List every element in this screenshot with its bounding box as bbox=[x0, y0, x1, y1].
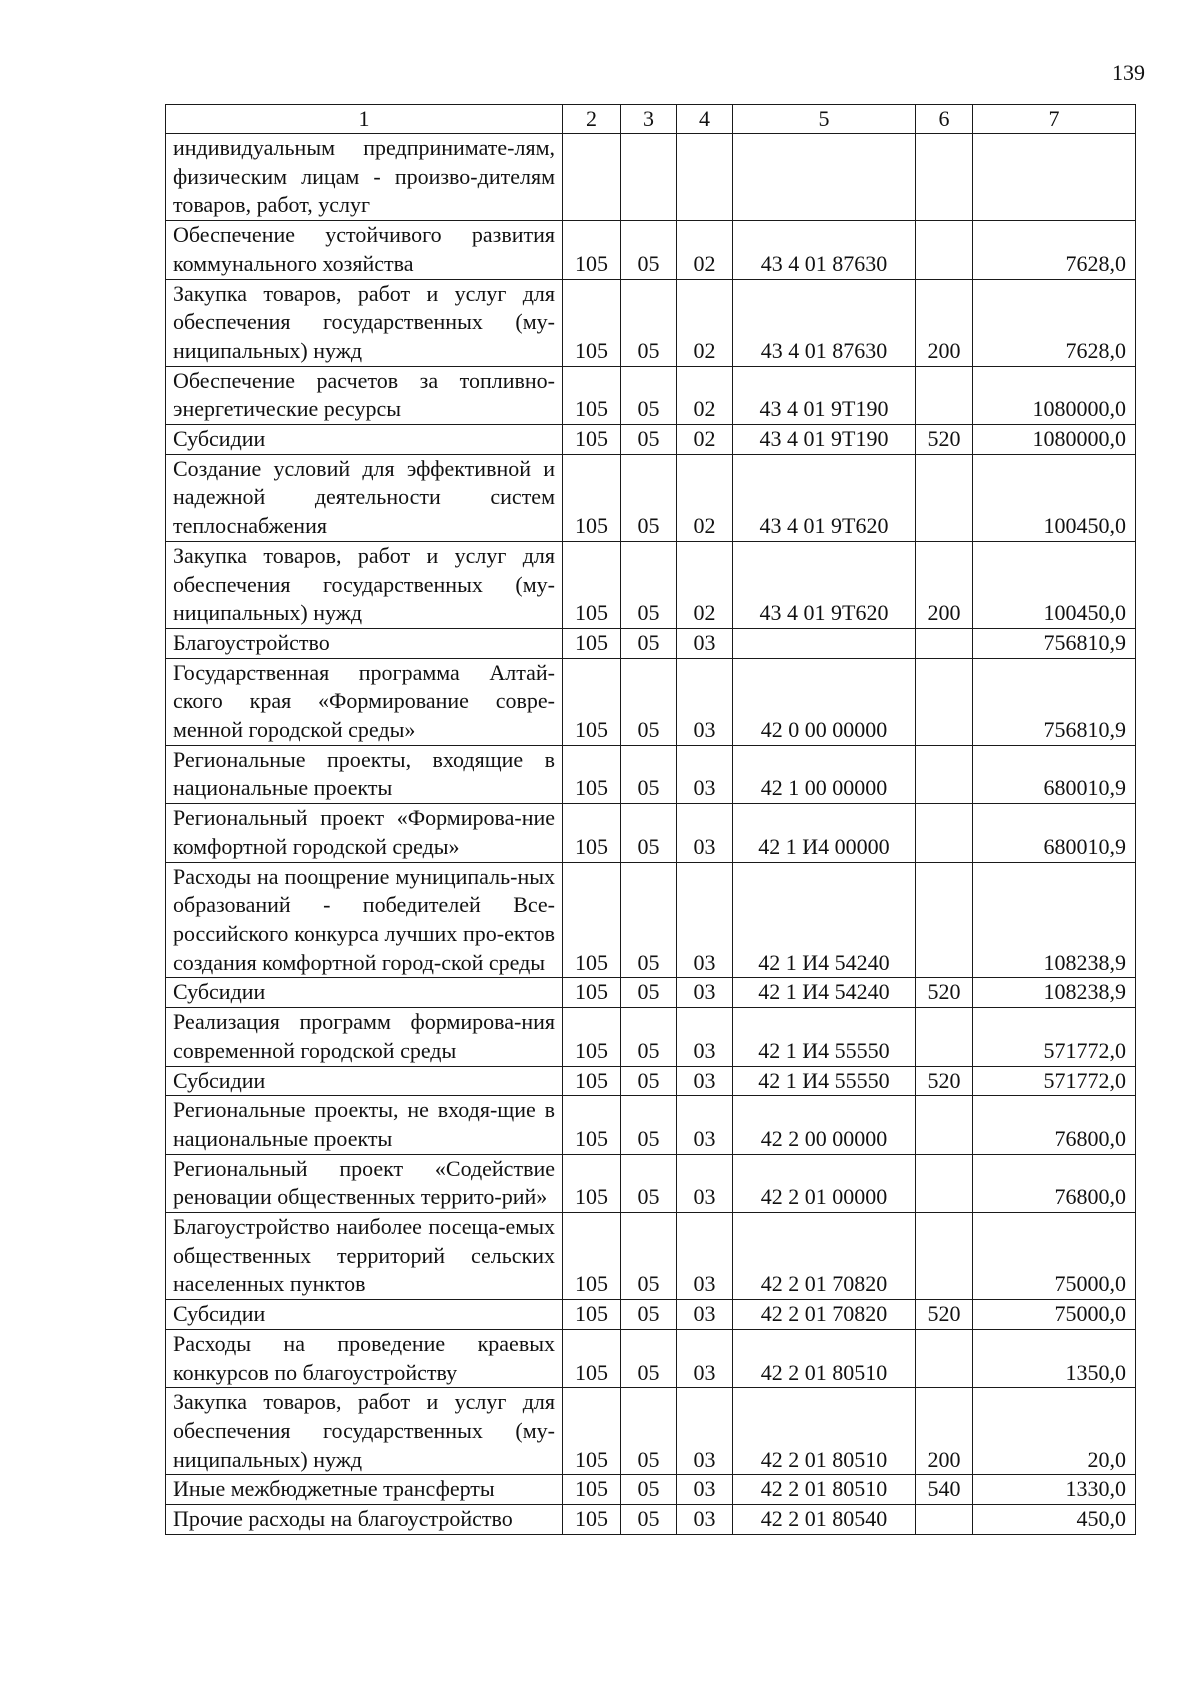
expense-name: Субсидии bbox=[166, 1066, 563, 1096]
table-row bbox=[166, 541, 1136, 628]
expense-name: Благоустройство bbox=[166, 628, 563, 658]
section-code: 05 bbox=[621, 1096, 677, 1154]
amount: 76800,0 bbox=[973, 1096, 1136, 1154]
target-article: 43 4 01 87630 bbox=[733, 221, 916, 279]
table-row bbox=[166, 1388, 1136, 1475]
ministry-code: 105 bbox=[563, 628, 621, 658]
amount: 1330,0 bbox=[973, 1475, 1136, 1505]
section-code: 05 bbox=[621, 1154, 677, 1212]
amount: 100450,0 bbox=[973, 454, 1136, 541]
amount: 108238,9 bbox=[973, 862, 1136, 978]
amount: 1350,0 bbox=[973, 1329, 1136, 1387]
section-code: 05 bbox=[621, 658, 677, 745]
expense-type bbox=[916, 1329, 973, 1387]
column-header: 4 bbox=[677, 105, 733, 134]
column-header: 1 bbox=[166, 105, 563, 134]
amount: 76800,0 bbox=[973, 1154, 1136, 1212]
section-code: 05 bbox=[621, 1505, 677, 1535]
section-code: 05 bbox=[621, 1329, 677, 1387]
amount: 571772,0 bbox=[973, 1008, 1136, 1066]
section-code: 05 bbox=[621, 1008, 677, 1066]
target-article bbox=[733, 134, 916, 221]
table-row bbox=[166, 425, 1136, 455]
section-code: 05 bbox=[621, 1300, 677, 1330]
expense-name: Региональные проекты, не входя-щие в национальные проекты bbox=[166, 1096, 563, 1154]
expense-name: Закупка товаров, работ и услуг для обеспечения государственных (му-ниципальных) нужд bbox=[166, 541, 563, 628]
amount: 680010,9 bbox=[973, 745, 1136, 803]
table-row bbox=[166, 1505, 1136, 1535]
section-code: 05 bbox=[621, 628, 677, 658]
section-code: 05 bbox=[621, 745, 677, 803]
subsection-code: 02 bbox=[677, 541, 733, 628]
table-row bbox=[166, 134, 1136, 221]
expense-type bbox=[916, 134, 973, 221]
target-article: 42 1 00 00000 bbox=[733, 745, 916, 803]
expense-type bbox=[916, 628, 973, 658]
expense-type bbox=[916, 1154, 973, 1212]
amount bbox=[973, 134, 1136, 221]
expense-name: Государственная программа Алтай-ского края «Формирование совре-менной городской среды» bbox=[166, 658, 563, 745]
target-article: 43 4 01 9Т620 bbox=[733, 454, 916, 541]
ministry-code: 105 bbox=[563, 1388, 621, 1475]
section-code bbox=[621, 134, 677, 221]
subsection-code: 03 bbox=[677, 658, 733, 745]
amount: 100450,0 bbox=[973, 541, 1136, 628]
subsection-code: 03 bbox=[677, 1300, 733, 1330]
subsection-code: 02 bbox=[677, 454, 733, 541]
table-row bbox=[166, 366, 1136, 424]
ministry-code: 105 bbox=[563, 366, 621, 424]
expense-name: индивидуальным предпринимате-лям, физическим лицам - произво-дителям товаров, работ, услуг bbox=[166, 134, 563, 221]
expense-name: Региональный проект «Формирова-ние комфортной городской среды» bbox=[166, 804, 563, 862]
subsection-code: 03 bbox=[677, 1008, 733, 1066]
expense-name: Расходы на поощрение муниципаль-ных образований - победителей Все-российского конкурса лучших про-ектов создания комфортной город-ской среды bbox=[166, 862, 563, 978]
ministry-code bbox=[563, 134, 621, 221]
ministry-code: 105 bbox=[563, 1096, 621, 1154]
expense-type: 520 bbox=[916, 425, 973, 455]
expense-type: 200 bbox=[916, 541, 973, 628]
expense-name: Субсидии bbox=[166, 1300, 563, 1330]
page-number: 139 bbox=[1112, 60, 1145, 85]
column-header: 2 bbox=[563, 105, 621, 134]
table-row bbox=[166, 745, 1136, 803]
expense-type: 200 bbox=[916, 1388, 973, 1475]
target-article: 42 2 01 80510 bbox=[733, 1475, 916, 1505]
ministry-code: 105 bbox=[563, 425, 621, 455]
target-article: 43 4 01 9Т190 bbox=[733, 425, 916, 455]
target-article: 42 1 И4 54240 bbox=[733, 862, 916, 978]
section-code: 05 bbox=[621, 541, 677, 628]
ministry-code: 105 bbox=[563, 862, 621, 978]
budget-table bbox=[165, 104, 1136, 1535]
expense-type bbox=[916, 366, 973, 424]
table-row bbox=[166, 658, 1136, 745]
expense-name: Обеспечение расчетов за топливно-энергетические ресурсы bbox=[166, 366, 563, 424]
ministry-code: 105 bbox=[563, 1300, 621, 1330]
amount: 450,0 bbox=[973, 1505, 1136, 1535]
target-article: 42 0 00 00000 bbox=[733, 658, 916, 745]
table-row bbox=[166, 978, 1136, 1008]
amount: 571772,0 bbox=[973, 1066, 1136, 1096]
target-article: 42 2 01 80510 bbox=[733, 1329, 916, 1387]
section-code: 05 bbox=[621, 1388, 677, 1475]
expense-name: Расходы на проведение краевых конкурсов по благоустройству bbox=[166, 1329, 563, 1387]
target-article: 42 1 И4 55550 bbox=[733, 1066, 916, 1096]
ministry-code: 105 bbox=[563, 658, 621, 745]
expense-type: 540 bbox=[916, 1475, 973, 1505]
ministry-code: 105 bbox=[563, 1008, 621, 1066]
amount: 7628,0 bbox=[973, 221, 1136, 279]
ministry-code: 105 bbox=[563, 1066, 621, 1096]
subsection-code: 02 bbox=[677, 279, 733, 366]
section-code: 05 bbox=[621, 804, 677, 862]
table-row bbox=[166, 1213, 1136, 1300]
subsection-code: 02 bbox=[677, 221, 733, 279]
section-code: 05 bbox=[621, 1213, 677, 1300]
table-row bbox=[166, 1300, 1136, 1330]
expense-name: Иные межбюджетные трансферты bbox=[166, 1475, 563, 1505]
amount: 75000,0 bbox=[973, 1300, 1136, 1330]
table-row bbox=[166, 628, 1136, 658]
subsection-code: 03 bbox=[677, 1388, 733, 1475]
subsection-code: 03 bbox=[677, 1505, 733, 1535]
expense-type: 520 bbox=[916, 978, 973, 1008]
ministry-code: 105 bbox=[563, 745, 621, 803]
table-row bbox=[166, 221, 1136, 279]
amount: 7628,0 bbox=[973, 279, 1136, 366]
ministry-code: 105 bbox=[563, 978, 621, 1008]
amount: 1080000,0 bbox=[973, 425, 1136, 455]
table-row bbox=[166, 454, 1136, 541]
ministry-code: 105 bbox=[563, 1154, 621, 1212]
subsection-code: 03 bbox=[677, 1329, 733, 1387]
subsection-code: 03 bbox=[677, 1475, 733, 1505]
section-code: 05 bbox=[621, 1475, 677, 1505]
expense-name: Обеспечение устойчивого развития коммунального хозяйства bbox=[166, 221, 563, 279]
expense-name: Прочие расходы на благоустройство bbox=[166, 1505, 563, 1535]
column-header: 7 bbox=[973, 105, 1136, 134]
column-header: 3 bbox=[621, 105, 677, 134]
table-row bbox=[166, 1096, 1136, 1154]
ministry-code: 105 bbox=[563, 1475, 621, 1505]
table-row bbox=[166, 1154, 1136, 1212]
section-code: 05 bbox=[621, 1066, 677, 1096]
section-code: 05 bbox=[621, 454, 677, 541]
target-article: 42 2 00 00000 bbox=[733, 1096, 916, 1154]
expense-type bbox=[916, 745, 973, 803]
subsection-code: 03 bbox=[677, 978, 733, 1008]
subsection-code bbox=[677, 134, 733, 221]
target-article: 43 4 01 9Т190 bbox=[733, 366, 916, 424]
ministry-code: 105 bbox=[563, 1505, 621, 1535]
subsection-code: 02 bbox=[677, 366, 733, 424]
target-article: 42 2 01 70820 bbox=[733, 1213, 916, 1300]
expense-type bbox=[916, 1096, 973, 1154]
table-row bbox=[166, 804, 1136, 862]
subsection-code: 03 bbox=[677, 745, 733, 803]
target-article: 42 2 01 80510 bbox=[733, 1388, 916, 1475]
section-code: 05 bbox=[621, 221, 677, 279]
table-row bbox=[166, 1475, 1136, 1505]
expense-type bbox=[916, 862, 973, 978]
section-code: 05 bbox=[621, 425, 677, 455]
target-article bbox=[733, 628, 916, 658]
target-article: 43 4 01 9Т620 bbox=[733, 541, 916, 628]
ministry-code: 105 bbox=[563, 804, 621, 862]
amount: 20,0 bbox=[973, 1388, 1136, 1475]
expense-type bbox=[916, 1213, 973, 1300]
table-row bbox=[166, 279, 1136, 366]
expense-name: Реализация программ формирова-ния современной городской среды bbox=[166, 1008, 563, 1066]
expense-name: Создание условий для эффективной и надежной деятельности систем теплоснабжения bbox=[166, 454, 563, 541]
section-code: 05 bbox=[621, 279, 677, 366]
target-article: 42 2 01 00000 bbox=[733, 1154, 916, 1212]
ministry-code: 105 bbox=[563, 221, 621, 279]
column-header: 6 bbox=[916, 105, 973, 134]
target-article: 43 4 01 87630 bbox=[733, 279, 916, 366]
section-code: 05 bbox=[621, 862, 677, 978]
expense-name: Субсидии bbox=[166, 425, 563, 455]
expense-type bbox=[916, 221, 973, 279]
target-article: 42 2 01 80540 bbox=[733, 1505, 916, 1535]
expense-type bbox=[916, 804, 973, 862]
target-article: 42 1 И4 55550 bbox=[733, 1008, 916, 1066]
expense-name: Закупка товаров, работ и услуг для обеспечения государственных (му-ниципальных) нужд bbox=[166, 279, 563, 366]
ministry-code: 105 bbox=[563, 279, 621, 366]
amount: 1080000,0 bbox=[973, 366, 1136, 424]
amount: 756810,9 bbox=[973, 628, 1136, 658]
ministry-code: 105 bbox=[563, 541, 621, 628]
ministry-code: 105 bbox=[563, 1329, 621, 1387]
subsection-code: 03 bbox=[677, 1066, 733, 1096]
expense-type bbox=[916, 1008, 973, 1066]
expense-type: 520 bbox=[916, 1066, 973, 1096]
target-article: 42 1 И4 54240 bbox=[733, 978, 916, 1008]
subsection-code: 03 bbox=[677, 862, 733, 978]
table-row bbox=[166, 1329, 1136, 1387]
expense-type bbox=[916, 658, 973, 745]
table-header-row bbox=[166, 105, 1136, 134]
expense-type: 200 bbox=[916, 279, 973, 366]
expense-name: Региональные проекты, входящие в национальные проекты bbox=[166, 745, 563, 803]
expense-name: Благоустройство наиболее посеща-емых общественных территорий сельских населенных пунктов bbox=[166, 1213, 563, 1300]
amount: 108238,9 bbox=[973, 978, 1136, 1008]
subsection-code: 03 bbox=[677, 804, 733, 862]
table-row bbox=[166, 1066, 1136, 1096]
column-header: 5 bbox=[733, 105, 916, 134]
amount: 756810,9 bbox=[973, 658, 1136, 745]
expense-name: Закупка товаров, работ и услуг для обеспечения государственных (му-ниципальных) нужд bbox=[166, 1388, 563, 1475]
target-article: 42 1 И4 00000 bbox=[733, 804, 916, 862]
subsection-code: 03 bbox=[677, 628, 733, 658]
table-row bbox=[166, 1008, 1136, 1066]
amount: 75000,0 bbox=[973, 1213, 1136, 1300]
expense-type: 520 bbox=[916, 1300, 973, 1330]
ministry-code: 105 bbox=[563, 454, 621, 541]
table-row bbox=[166, 862, 1136, 978]
expense-type bbox=[916, 454, 973, 541]
subsection-code: 03 bbox=[677, 1213, 733, 1300]
section-code: 05 bbox=[621, 978, 677, 1008]
expense-name: Региональный проект «Содействие реновации общественных террито-рий» bbox=[166, 1154, 563, 1212]
subsection-code: 02 bbox=[677, 425, 733, 455]
expense-name: Субсидии bbox=[166, 978, 563, 1008]
subsection-code: 03 bbox=[677, 1154, 733, 1212]
section-code: 05 bbox=[621, 366, 677, 424]
target-article: 42 2 01 70820 bbox=[733, 1300, 916, 1330]
subsection-code: 03 bbox=[677, 1096, 733, 1154]
amount: 680010,9 bbox=[973, 804, 1136, 862]
expense-type bbox=[916, 1505, 973, 1535]
ministry-code: 105 bbox=[563, 1213, 621, 1300]
